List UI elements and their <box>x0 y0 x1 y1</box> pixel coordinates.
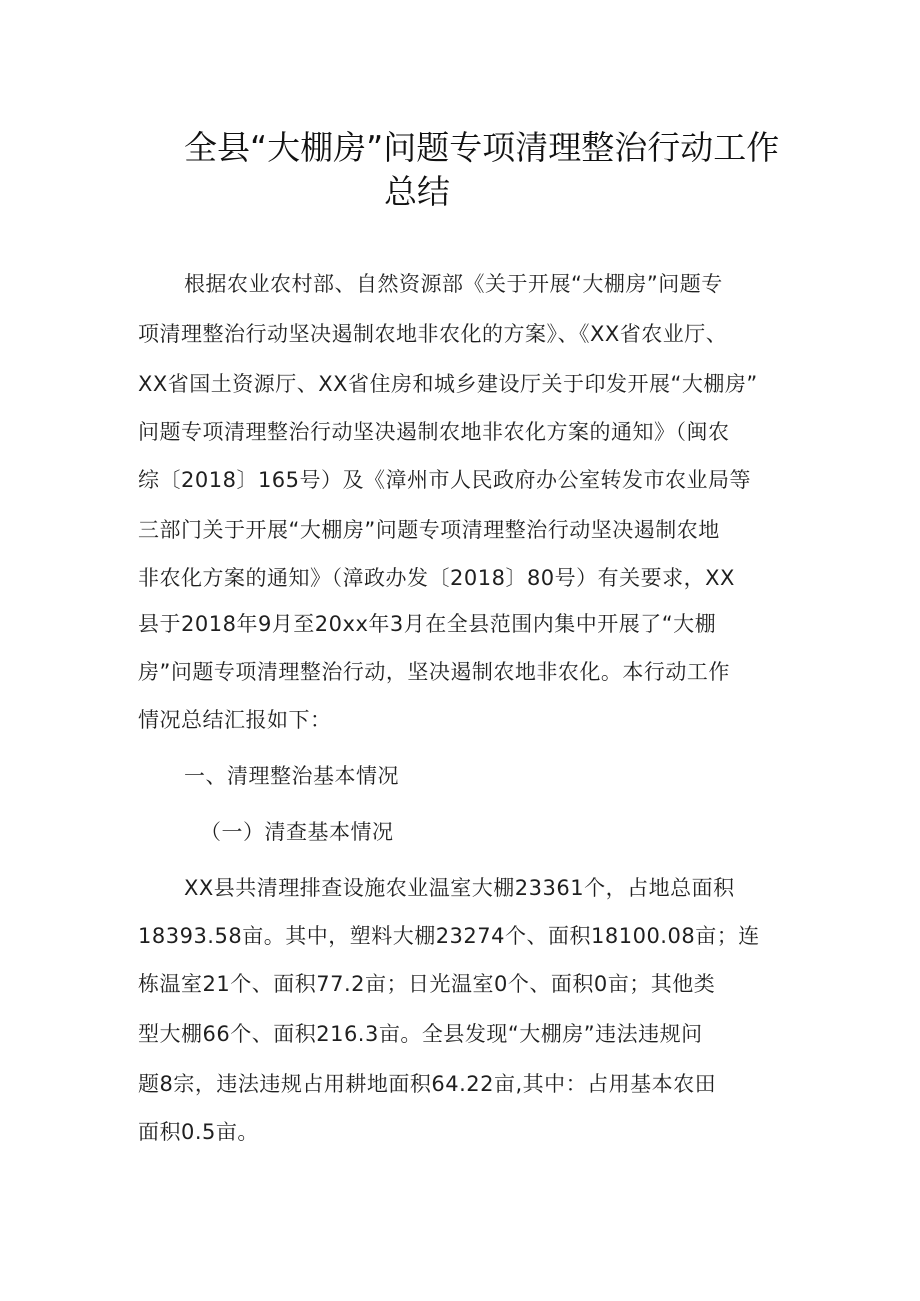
subsection-heading: （一）清查基本情况 <box>200 820 394 844</box>
body-line: 题8宗，违法违规占用耕地面积64.22亩,其中：占用基本农田 <box>138 1072 717 1096</box>
intro-line: 情况总结汇报如下： <box>138 708 332 732</box>
intro-line: 问题专项清理整治行动坚决遏制农地非农化方案的通知》（闽农 <box>138 420 730 444</box>
document-title-line-2: 总结 <box>384 172 450 211</box>
intro-line: 房”问题专项清理整治行动，坚决遏制农地非农化。本行动工作 <box>138 660 730 684</box>
intro-line: 根据农业农村部、自然资源部《关于开展“大棚房”问题专 <box>184 272 723 296</box>
intro-line: 三部门关于开展“大棚房”问题专项清理整治行动坚决遏制农地 <box>138 518 720 542</box>
body-line: 面积0.5亩。 <box>138 1120 259 1144</box>
body-line: XX县共清理排查设施农业温室大棚23361个，占地总面积 <box>184 876 735 900</box>
intro-line: XX省国土资源厅、XX省住房和城乡建设厅关于印发开展“大棚房” <box>138 372 758 396</box>
body-line: 型大棚66个、面积216.3亩。全县发现“大棚房”违法违规问 <box>138 1022 703 1046</box>
intro-line: 综〔2018〕165号）及《漳州市人民政府办公室转发市农业局等 <box>138 468 752 492</box>
section-heading: 一、清理整治基本情况 <box>184 764 399 788</box>
intro-line: 县于2018年9月至20xx年3月在全县范围内集中开展了“大棚 <box>138 612 717 636</box>
document-title-line-1: 全县“大棚房”问题专项清理整治行动工作 <box>184 128 780 167</box>
intro-line: 项清理整治行动坚决遏制农地非农化的方案》、《XX省农业厅、 <box>138 322 728 346</box>
body-line: 18393.58亩。其中，塑料大棚23274个、面积18100.08亩；连 <box>138 924 760 948</box>
body-line: 栋温室21个、面积77.2亩；日光温室0个、面积0亩；其他类 <box>138 972 716 996</box>
intro-line: 非农化方案的通知》（漳政办发〔2018〕80号）有关要求，XX <box>138 566 735 590</box>
